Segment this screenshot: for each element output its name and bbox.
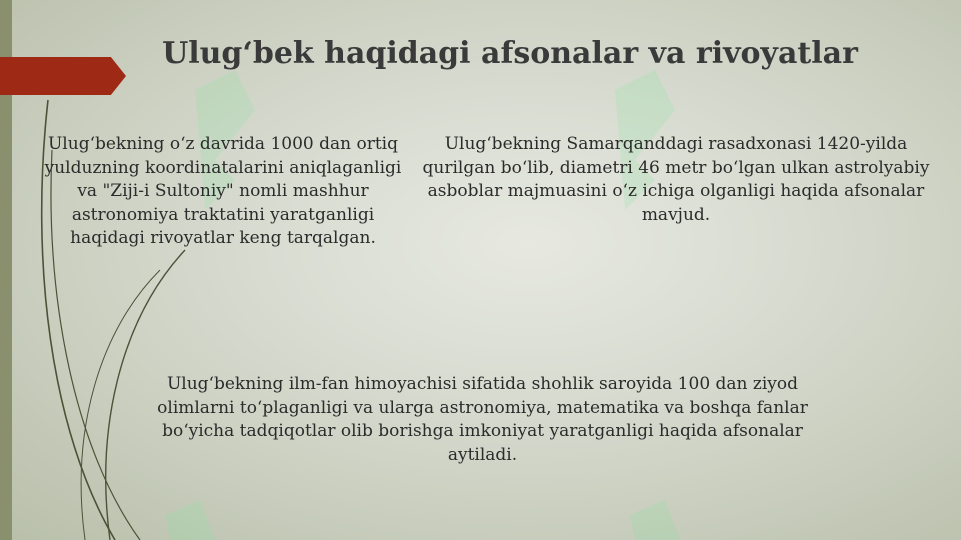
paragraph-observatory: Ulug‘bekning Samarqanddagi rasadxonasi 1420-yilda qurilgan bo‘lib, diametri 46 metr bo‘lgan ulkan astrolyabiy asboblar majmuasini o‘z ichiga olganligi haqida afsonalar mavjud. <box>422 134 930 225</box>
slide-title: Ulug‘bek haqidagi afsonalar va rivoyatlar <box>162 36 858 71</box>
paragraph-stars: Ulug‘bekning o‘z davrida 1000 dan ortiq yulduzning koordinatalarini aniqlaganligi va "Ziji-i Sultoniy" nomli mashhur astronomiya traktatini yaratganligi haqidagi rivoyatlar keng tarqalgan. <box>44 134 402 248</box>
accent-arrow <box>0 57 126 95</box>
paragraph-scholars: Ulug‘bekning ilm-fan himoyachisi sifatida shohlik saroyida 100 dan ziyod olimlarni to‘plaganligi va ularga astronomiya, matematika va boshqa fanlar bo‘yicha tadqiqotlar olib borishga imkoniyat yaratganligi haqida afsonalar aytiladi. <box>157 374 808 465</box>
